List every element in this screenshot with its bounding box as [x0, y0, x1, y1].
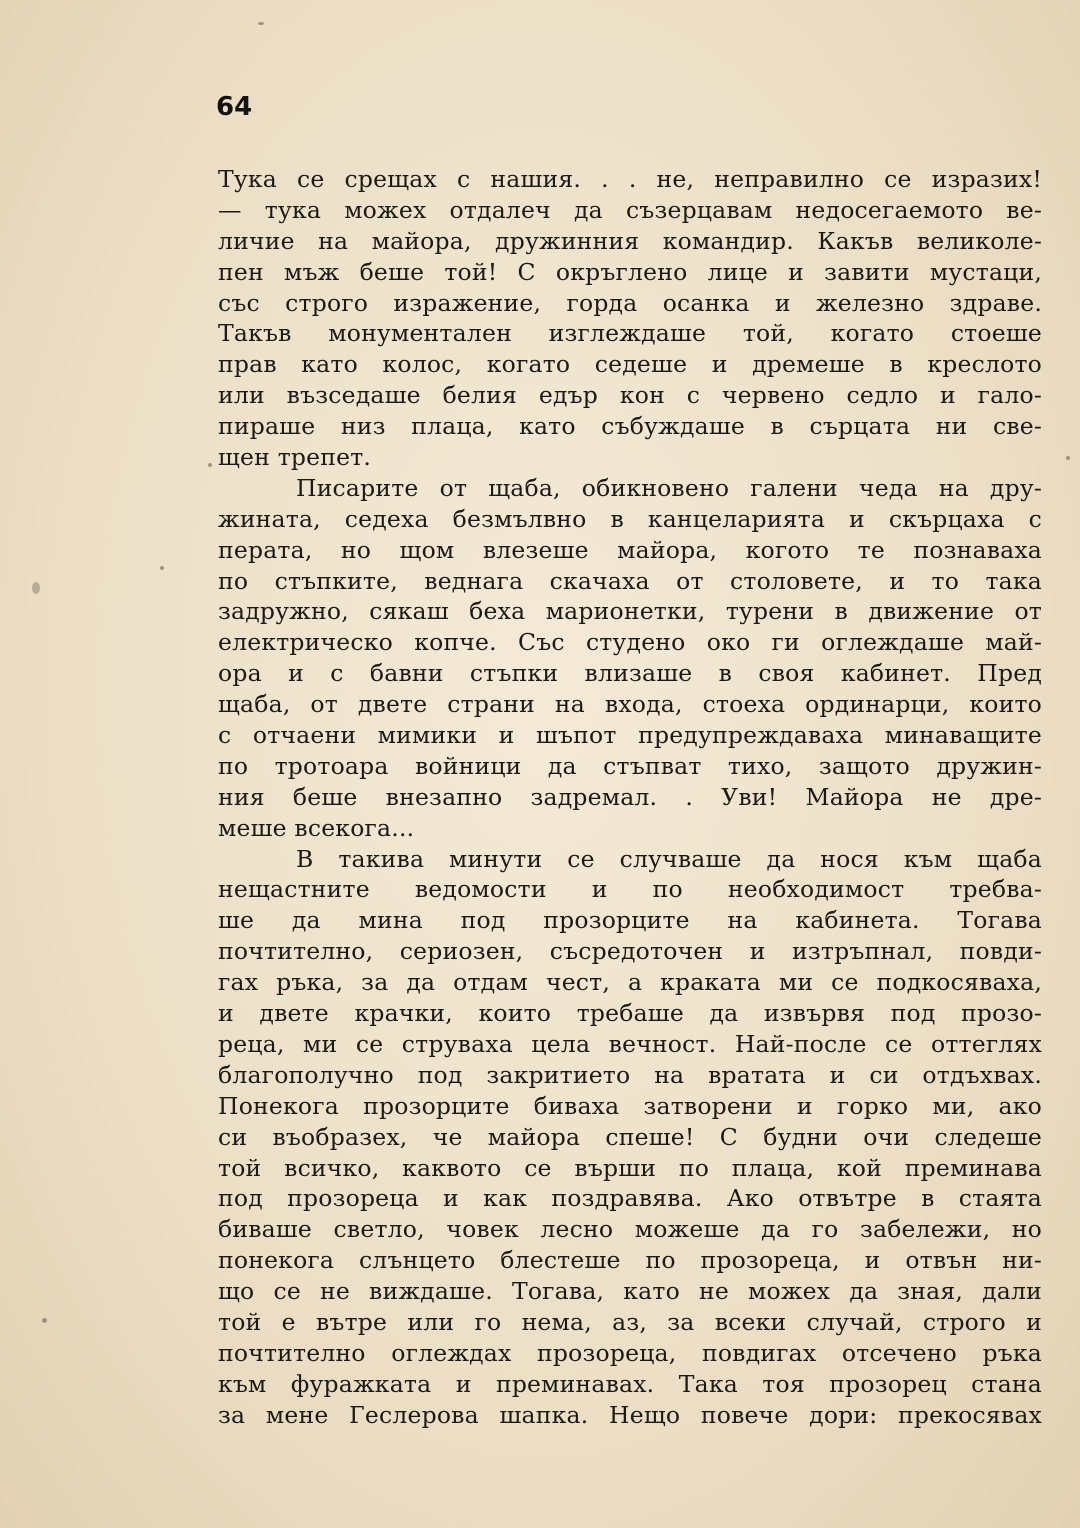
text-line: реца, ми се струваха цела вечност. Най-после се оттеглях	[218, 1029, 1042, 1058]
text-line: към фуражката и преминавах. Така тоя прозорец стана	[218, 1369, 1042, 1398]
text-line: по стъпките, веднага скачаха от столовете, и то така	[218, 566, 1042, 595]
text-line: задружно, сякаш беха марионетки, турени в движение от	[218, 597, 1042, 626]
text-line: за мене Геслерова шапка. Нещо повече дори: прекосявах	[218, 1400, 1042, 1429]
text-line: по тротоара войници да стъпват тихо, защото дружин-	[218, 751, 1042, 780]
text-line: пираше низ плаца, като събуждаше в сърцата ни све-	[218, 412, 1042, 441]
scan-speck	[32, 582, 40, 594]
text-line: Такъв монументален изглеждаше той, когато стоеше	[218, 319, 1042, 348]
text-line: си въобразех, че майора спеше! С будни очи следеше	[218, 1122, 1042, 1151]
text-line: биваше светло, човек лесно можеше да го забележи, но	[218, 1215, 1042, 1244]
text-line: Тука се срещах с нашия. . . не, неправилно се изразих!	[218, 165, 1042, 193]
text-line: с отчаени мимики и шъпот предупреждаваха минаващите	[218, 721, 1042, 750]
text-line: със строго изражение, горда осанка и железно здраве.	[218, 288, 1042, 317]
page-number: 64	[216, 92, 253, 122]
text-line: нещастните ведомости и по необходимост требва-	[218, 875, 1042, 904]
text-line: перата, но щом влезеше майора, когото те познаваха	[218, 535, 1042, 564]
text-line: щен трепет.	[218, 443, 372, 472]
text-line: личие на майора, дружинния командир. Какъв великоле-	[218, 226, 1042, 255]
scan-speck	[42, 1318, 47, 1323]
body-text	[218, 164, 1042, 1431]
scan-speck	[160, 566, 164, 570]
text-line: меше всекога...	[218, 813, 415, 842]
text-line: щаба, от двете страни на входа, стоеха ординарци, които	[218, 690, 1042, 719]
text-line: почтително, сериозен, съсредоточен и изтръпнал, повди-	[218, 937, 1042, 966]
text-line: благополучно под закритието на вратата и си отдъхвах.	[218, 1060, 1042, 1089]
text-line: той всичко, каквото се върши по плаца, кой преминава	[218, 1153, 1042, 1182]
text-line: ния беше внезапно задремал. . Уви! Майора не дре-	[218, 782, 1042, 811]
text-line: прав като колос, когато седеше и дремеше в креслото	[218, 350, 1042, 379]
text-line: пен мъж беше той! С окръглено лице и завити мустаци,	[218, 257, 1042, 286]
text-line: ора и с бавни стъпки влизаше в своя кабинет. Пред	[218, 659, 1042, 688]
text-line: що се не виждаше. Тогава, като не можех да зная, дали	[218, 1277, 1042, 1306]
text-line: почтително оглеждах прозореца, повдигах отсечено ръка	[218, 1338, 1042, 1367]
paragraph-first-line: Писарите от щаба, обикновено галени чеда на дру-	[296, 473, 1042, 502]
text-line: Понекога прозорците биваха затворени и горко ми, ако	[218, 1091, 1042, 1120]
scan-speck	[208, 463, 212, 467]
text-line: или възседаше белия едър кон с червено седло и гало-	[218, 381, 1042, 410]
text-line: електрическо копче. Със студено око ги оглеждаше май-	[218, 628, 1042, 657]
scan-speck	[1066, 456, 1070, 460]
text-line: гах ръка, за да отдам чест, а краката ми се подкосяваха,	[218, 968, 1042, 997]
text-line: жината, седеха безмълвно в канцеларията и скърцаха с	[218, 504, 1042, 533]
text-line: понекога слънцето блестеше по прозореца, и отвън ни-	[218, 1246, 1042, 1275]
text-line: той е вътре или го нема, аз, за всеки случай, строго и	[218, 1307, 1042, 1336]
text-line: — тука можех отдалеч да съзерцавам недосегаемото ве-	[218, 195, 1042, 224]
paragraph-first-line: В такива минути се случваше да нося към щаба	[296, 844, 1042, 873]
text-line: под прозореца и как поздравява. Ако отвътре в стаята	[218, 1184, 1042, 1213]
text-line: ше да мина под прозорците на кабинета. Тогава	[218, 906, 1042, 935]
scan-speck	[258, 22, 264, 25]
text-line: и двете крачки, които требаше да извървя под прозо-	[218, 999, 1042, 1028]
